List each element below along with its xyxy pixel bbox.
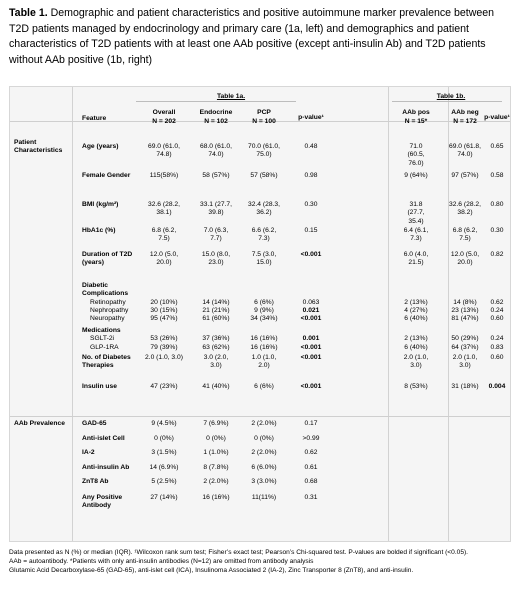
table-row-gad-65-endocrine: 7 (6.9%) <box>203 420 229 427</box>
table-row-hba1c-pcp-2: 7.3) <box>258 235 270 243</box>
table-row-ia-2-feature: IA-2 <box>82 449 95 456</box>
table-row-duration-of-t2d-endocrine-1: 15.0 (8.0, <box>201 251 231 258</box>
table-row-diabetic-sub-2: Nephropathy <box>90 306 129 314</box>
table-row-insulin-use-p-value: <0.001 <box>300 383 322 390</box>
table-row-hba1c-pcp-1: 6.6 (6.2, <box>251 227 277 234</box>
table-row-insulin-use-pcp: 6 (6%) <box>254 383 274 390</box>
table-caption <box>9 6 511 68</box>
table-row-hba1c-aab-neg-1: 6.8 (6.2, <box>452 227 478 234</box>
header-pcp-count: N = 100 <box>252 118 276 125</box>
table-row-female-gender-overall: 115(58%) <box>149 172 179 179</box>
table-row-diabetic-overall-1: 20 (10%) <box>150 298 178 306</box>
table-row-duration-of-t2d-feature-2: (years) <box>82 259 104 267</box>
footnote-1: Data presented as N (%) or median (IQR). ¹Wilcoxon rank sum test; Fisher’s exact test; Pearson’s Chi-squared test. P-values are bolded if significant (<0.05). <box>9 549 469 556</box>
table-row-age-years-aab-pos-2: (60.5, <box>407 151 425 159</box>
header-aab-pos-name: AAb pos <box>402 109 430 116</box>
table-row-age-years-overall-2: 74.8) <box>156 151 172 159</box>
table-row-bmi-kg-m-aab-pos-3: 35.4) <box>408 217 424 225</box>
table-row-diabetic-aab-pos-3: 6 (40%) <box>404 315 428 323</box>
table-row-hba1c-aab-pos-1: 6.4 (6.1, <box>403 227 429 234</box>
table-row-znt8-ab-endocrine: 2 (2.0%) <box>203 478 229 485</box>
table-row-medications-aab-neg-1: 50 (29%) <box>451 335 479 343</box>
table-row-any-positive-feature-2: Antibody <box>82 502 111 510</box>
table-row-age-years-pcp-1: 70.0 (61.0, <box>248 143 280 150</box>
table-row-duration-of-t2d-p-value-1b: 0.82 <box>490 251 504 258</box>
table-row-medications-sub-1: SGLT-2i <box>90 335 115 343</box>
table-row-no-of-diabetes-aab-neg-1: 2.0 (1.0, <box>452 354 478 361</box>
table-row-age-years-pcp-2: 75.0) <box>256 151 272 159</box>
table-row-no-of-diabetes-pcp-1: 1.0 (1.0, <box>251 354 277 361</box>
table-row-age-years-aab-neg-1: 69.0 (61.8, <box>449 143 481 150</box>
table-row-diabetic-overall-2: 30 (15%) <box>150 306 178 314</box>
table-row-diabetic-aab-neg-2: 23 (13%) <box>451 306 479 314</box>
table-row-medications-p-value-1b-2: 0.83 <box>490 343 504 351</box>
table-row-insulin-use-p-value-1b: 0.004 <box>488 383 506 390</box>
table-row-znt8-ab-feature: ZnT8 Ab <box>82 478 109 485</box>
table-row-female-gender-aab-neg: 97 (57%) <box>451 172 479 179</box>
table-row-diabetic-pcp-2: 9 (9%) <box>254 306 274 314</box>
table-row-diabetic-p-value-1b-3: 0.60 <box>490 315 504 323</box>
data-table <box>9 86 511 542</box>
table-row-znt8-ab-p-value: 0.68 <box>304 478 318 485</box>
table-row-medications-overall-2: 79 (39%) <box>150 343 178 351</box>
header-feature: Feature <box>82 115 107 122</box>
table-row-hba1c-p-value: 0.15 <box>304 227 318 234</box>
table-row-anti-islet-cell-feature: Anti-islet Cell <box>82 435 125 442</box>
table-row-female-gender-endocrine: 58 (57%) <box>202 172 230 179</box>
header-aab-neg-count: N = 172 <box>453 118 477 125</box>
table-row-duration-of-t2d-aab-pos-2: 21.5) <box>408 259 424 267</box>
footnote-2: AAb = autoantibody. *Patients with only anti-insulin antibodies (N=12) are omitted from antibody analysis <box>9 558 314 565</box>
table-row-insulin-use-endocrine: 41 (40%) <box>202 383 230 390</box>
table-row-age-years-p-value-1b: 0.65 <box>490 143 504 150</box>
table-row-age-years-overall-1: 69.0 (61.0, <box>148 143 180 150</box>
section-aab-label: AAb Prevalence <box>14 420 65 427</box>
table-row-anti-islet-cell-endocrine: 0 (0%) <box>206 435 226 442</box>
table-row-insulin-use-aab-neg: 31 (18%) <box>451 383 479 390</box>
table-row-anti-islet-cell-overall: 0 (0%) <box>154 435 174 442</box>
table-row-duration-of-t2d-aab-pos-1: 6.0 (4.0, <box>403 251 429 258</box>
table-row-duration-of-t2d-pcp-1: 7.5 (3.0, <box>251 251 277 258</box>
table1b-title: Table 1b. <box>436 93 466 100</box>
table-row-znt8-ab-pcp: 3 (3.0%) <box>251 478 277 485</box>
table-footnotes <box>9 548 511 575</box>
table-row-diabetic-p-value-1b-1: 0.62 <box>490 298 504 306</box>
footnote-3: Glutamic Acid Decarboxylase-65 (GAD-65), anti-islet cell (ICA), Insulinoma Associated 2 (IA-2), Zinc Transporter 8 (ZnT8), and anti-insulin. <box>9 567 414 574</box>
table-row-medications-aab-neg-2: 64 (37%) <box>451 343 479 351</box>
table-row-age-years-aab-pos-3: 76.0) <box>408 159 424 167</box>
table-row-ia-2-overall: 3 (1.5%) <box>151 449 177 456</box>
table-row-diabetic-pcp-3: 34 (34%) <box>250 315 278 323</box>
table-row-any-positive-endocrine: 16 (16%) <box>202 494 230 501</box>
table-row-diabetic-endocrine-3: 61 (60%) <box>202 315 230 323</box>
table-row-medications-sub-2: GLP-1RA <box>90 343 119 351</box>
table-row-duration-of-t2d-p-value: <0.001 <box>300 251 322 258</box>
table-row-insulin-use-feature: Insulin use <box>82 383 117 390</box>
header-aab-pos-count: N = 15* <box>404 118 428 125</box>
table-row-anti-insulin-ab-overall: 14 (6.9%) <box>149 464 179 471</box>
table-row-diabetic-endocrine-1: 14 (14%) <box>202 298 230 306</box>
table-row-diabetic-p-value-2: 0.021 <box>302 306 320 314</box>
table-row-hba1c-endocrine-1: 7.0 (6.3, <box>203 227 229 234</box>
table-row-duration-of-t2d-feature: Duration of T2D <box>82 251 133 258</box>
table-row-any-positive-p-value: 0.31 <box>304 494 318 501</box>
table-row-hba1c-p-value-1b: 0.30 <box>490 227 504 234</box>
table-row-female-gender-aab-pos: 9 (64%) <box>404 172 428 179</box>
table-row-diabetic-sub-1: Retinopathy <box>90 298 126 306</box>
table-row-anti-islet-cell-p-value: >0.99 <box>302 435 320 442</box>
table-row-ia-2-p-value: 0.62 <box>304 449 318 456</box>
table1a-title: Table 1a. <box>216 93 246 100</box>
table-row-gad-65-p-value: 0.17 <box>304 420 318 427</box>
table-row-any-positive-overall: 27 (14%) <box>150 494 178 501</box>
table-row-medications-pcp-1: 16 (16%) <box>250 335 278 343</box>
section-patient-label-2: Characteristics <box>14 147 63 154</box>
table-row-medications-aab-pos-1: 2 (13%) <box>404 335 428 343</box>
table-row-diabetic-feature-2: Complications <box>82 290 129 298</box>
table-row-hba1c-aab-pos-2: 7.3) <box>410 235 422 243</box>
table-row-any-positive-feature: Any Positive <box>82 494 123 501</box>
table-row-anti-insulin-ab-endocrine: 8 (7.8%) <box>203 464 229 471</box>
table-row-diabetic-feature: Diabetic <box>82 282 109 289</box>
table-row-gad-65-pcp: 2 (2.0%) <box>251 420 277 427</box>
table-row-diabetic-p-value-1b-2: 0.24 <box>490 306 504 314</box>
table-row-anti-islet-cell-pcp: 0 (0%) <box>254 435 274 442</box>
table-row-no-of-diabetes-feature-2: Therapies <box>82 362 114 370</box>
table-row-no-of-diabetes-p-value-1b: 0.60 <box>490 354 504 361</box>
table-row-insulin-use-overall: 47 (23%) <box>150 383 178 390</box>
table-row-ia-2-endocrine: 1 (1.0%) <box>203 449 229 456</box>
table-row-medications-aab-pos-2: 6 (40%) <box>404 343 428 351</box>
table-row-no-of-diabetes-aab-neg-2: 3.0) <box>459 362 471 370</box>
table-row-duration-of-t2d-endocrine-2: 23.0) <box>208 259 224 267</box>
header-aab-neg-name: AAb neg <box>451 109 479 116</box>
table-row-medications-p-value-1: 0.001 <box>302 335 320 343</box>
table-row-bmi-kg-m-pcp-1: 32.4 (28.3, <box>248 201 280 208</box>
table-row-age-years-p-value: 0.48 <box>304 143 318 150</box>
table-row-bmi-kg-m-p-value: 0.30 <box>304 201 318 208</box>
table-row-diabetic-p-value-3: <0.001 <box>300 315 322 323</box>
column-divider <box>388 87 389 541</box>
table-row-female-gender-p-value: 0.98 <box>304 172 318 179</box>
table-row-diabetic-aab-neg-3: 81 (47%) <box>451 315 479 323</box>
table-row-hba1c-feature: HbA1c (%) <box>82 227 116 234</box>
table-row-anti-insulin-ab-p-value: 0.61 <box>304 464 318 471</box>
table-row-medications-feature: Medications <box>82 327 121 334</box>
table-row-age-years-feature: Age (years) <box>82 143 119 150</box>
row-divider <box>10 416 510 417</box>
table-row-any-positive-pcp: 11(11%) <box>251 494 277 501</box>
table-row-medications-p-value-2: <0.001 <box>300 343 322 351</box>
caption-text: Demographic and patient characteristics and positive autoimmune marker prevalence between T2D patients managed by endocrinology and primary care (1a, left) and demographics and patient characteristics of T2D patients with at least one AAb positive (except anti-insulin Ab) and T2D patients without AAb positive (1b, right) <box>9 7 495 66</box>
table-row-age-years-endocrine-2: 74.0) <box>208 151 224 159</box>
table-row-medications-pcp-2: 16 (16%) <box>250 343 278 351</box>
table-row-no-of-diabetes-feature: No. of Diabetes <box>82 354 131 361</box>
table-row-duration-of-t2d-overall-2: 20.0) <box>156 259 172 267</box>
table-row-hba1c-aab-neg-2: 7.5) <box>459 235 471 243</box>
table-row-no-of-diabetes-pcp-2: 2.0) <box>258 362 270 370</box>
header-p-value-1b: p-value¹ <box>484 114 510 121</box>
table-row-medications-overall-1: 53 (26%) <box>150 335 178 343</box>
table-row-duration-of-t2d-aab-neg-1: 12.0 (5.0, <box>450 251 480 258</box>
table-row-medications-p-value-1b-1: 0.24 <box>490 335 504 343</box>
table-row-ia-2-pcp: 2 (2.0%) <box>251 449 277 456</box>
table-row-no-of-diabetes-endocrine-1: 3.0 (2.0, <box>203 354 229 361</box>
table-row-age-years-endocrine-1: 68.0 (61.0, <box>200 143 232 150</box>
table-row-diabetic-endocrine-2: 21 (21%) <box>202 306 230 314</box>
table-row-duration-of-t2d-pcp-2: 15.0) <box>256 259 272 267</box>
table-row-female-gender-pcp: 57 (58%) <box>250 172 278 179</box>
header-overall-count: N = 202 <box>152 118 176 125</box>
table-row-insulin-use-aab-pos: 8 (53%) <box>404 383 428 390</box>
table-row-bmi-kg-m-aab-neg-1: 32.6 (28.2, <box>449 201 481 208</box>
table-row-diabetic-sub-3: Neuropathy <box>90 315 125 323</box>
table-row-bmi-kg-m-endocrine-1: 33.1 (27.7, <box>200 201 232 208</box>
table-row-female-gender-p-value-1b: 0.58 <box>490 172 504 179</box>
table-row-no-of-diabetes-overall: 2.0 (1.0, 3.0) <box>145 354 183 361</box>
table-row-medications-endocrine-1: 37 (36%) <box>202 335 230 343</box>
table-row-medications-endocrine-2: 63 (62%) <box>202 343 230 351</box>
table-row-bmi-kg-m-overall-2: 38.1) <box>156 209 172 217</box>
table-row-bmi-kg-m-feature: BMI (kg/m²) <box>82 201 119 208</box>
table-row-znt8-ab-overall: 5 (2.5%) <box>151 478 177 485</box>
table-row-duration-of-t2d-aab-neg-2: 20.0) <box>457 259 473 267</box>
table-row-gad-65-overall: 9 (4.5%) <box>151 420 177 427</box>
table-row-diabetic-aab-pos-2: 4 (27%) <box>404 306 428 314</box>
table-row-anti-insulin-ab-pcp: 6 (6.0%) <box>251 464 277 471</box>
table-row-bmi-kg-m-aab-neg-2: 38.2) <box>457 209 473 217</box>
table-row-anti-insulin-ab-feature: Anti-insulin Ab <box>82 464 130 471</box>
table-row-no-of-diabetes-p-value: <0.001 <box>300 354 322 361</box>
table-row-bmi-kg-m-pcp-2: 36.2) <box>256 209 272 217</box>
table-row-hba1c-overall-2: 7.5) <box>158 235 170 243</box>
table-row-bmi-kg-m-overall-1: 32.6 (28.2, <box>148 201 180 208</box>
table-row-no-of-diabetes-aab-pos-2: 3.0) <box>410 362 422 370</box>
table-row-age-years-aab-pos-1: 71.0 <box>409 143 423 150</box>
table-row-no-of-diabetes-endocrine-2: 3.0) <box>210 362 222 370</box>
table-row-gad-65-feature: GAD-65 <box>82 420 107 427</box>
caption-label: Table 1. <box>9 7 48 19</box>
table-row-bmi-kg-m-p-value-1b: 0.80 <box>490 201 504 208</box>
header-pcp-name: PCP <box>257 109 271 116</box>
header-overall-name: Overall <box>152 109 176 116</box>
table-row-bmi-kg-m-endocrine-2: 39.8) <box>208 209 224 217</box>
header-endocrine-name: Endocrine <box>199 109 233 116</box>
table-row-duration-of-t2d-overall-1: 12.0 (5.0, <box>149 251 179 258</box>
table-row-hba1c-endocrine-2: 7.7) <box>210 235 222 243</box>
table-row-no-of-diabetes-aab-pos-1: 2.0 (1.0, <box>403 354 429 361</box>
table-row-diabetic-aab-pos-1: 2 (13%) <box>404 298 428 306</box>
table-row-bmi-kg-m-aab-pos-2: (27.7, <box>407 209 425 217</box>
table-row-diabetic-pcp-1: 6 (6%) <box>254 298 274 306</box>
table-row-diabetic-p-value-1: 0.063 <box>302 298 320 306</box>
table-row-diabetic-aab-neg-1: 14 (8%) <box>453 298 477 306</box>
table-row-age-years-aab-neg-2: 74.0) <box>457 151 473 159</box>
header-endocrine-count: N = 102 <box>204 118 228 125</box>
header-p-value-1a: p-value¹ <box>298 114 324 121</box>
table-row-diabetic-overall-3: 95 (47%) <box>150 315 178 323</box>
table-row-hba1c-overall-1: 6.8 (6.2, <box>151 227 177 234</box>
column-divider <box>72 87 73 541</box>
table-row-female-gender-feature: Female Gender <box>82 172 131 179</box>
section-patient-label: Patient <box>14 139 37 146</box>
table-row-bmi-kg-m-aab-pos-1: 31.8 <box>409 201 423 208</box>
